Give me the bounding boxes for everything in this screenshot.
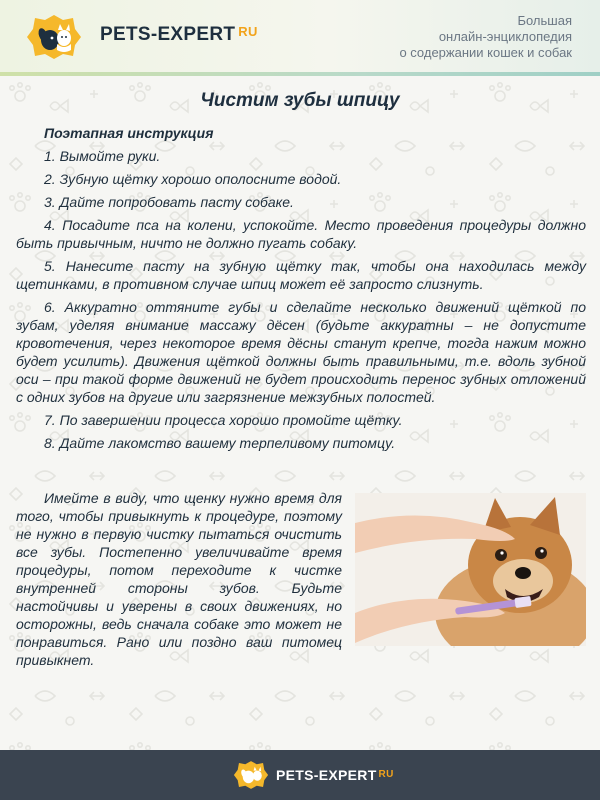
step-item: 6. Аккуратно оттяните губы и сделайте несколько движений щёткой по зубам, уделяя внимание массажу дёсен (будьте аккуратны – не допустите кровотечения, через некоторое время дёсны станут крепче, тогда нажим можно будет усилить). Движения щёткой должны быть правильными, т.е. вдоль зубной оси – при такой форме движений не будет происходить перенос зубных отложений с одних зубов на другие или загрязнение межзубных полостей.: [16, 299, 586, 405]
pets-expert-logo-icon[interactable]: [24, 12, 84, 62]
step-item: 3. Дайте попробовать пасту собаке.: [44, 194, 294, 210]
instruction-subheading: Поэтапная инструкция: [44, 125, 214, 141]
footer-brand-suffix: RU: [378, 769, 394, 780]
site-tagline: [399, 13, 572, 61]
footer-logo-icon[interactable]: [232, 759, 270, 791]
footer-brand-text: PETS-EXPERT: [276, 767, 377, 783]
step-item: 8. Дайте лакомство вашему терпеливому питомцу.: [44, 435, 396, 451]
step-item: 1. Вымойте руки.: [44, 148, 161, 164]
brand-text: PETS-EXPERT: [100, 24, 236, 45]
article-area: [0, 76, 600, 750]
step-item: 7. По завершении процесса хорошо промойте щётку.: [44, 412, 403, 428]
tagline-line: Большая: [517, 13, 572, 28]
site-footer: [0, 750, 600, 800]
article-body: [16, 124, 586, 457]
puppy-note: Имейте в виду, что щенку нужно время для того, чтобы привыкнуть к процедуре, поэтому не нужно в первую чистку пытаться очистить все зубы. Постепенно увеличивайте время процедуры, потом переходите к чистке внутренней стороны зубов. Будьте настойчивы и уверены в своих движениях, но осторожны, ведь сначала собаке это может не понравиться. Рано или поздно ваш питомец привыкнет.: [16, 490, 342, 668]
site-header: [0, 0, 600, 72]
step-item: 2. Зубную щётку хорошо ополосните водой.: [44, 171, 342, 187]
step-item: 5. Нанесите пасту на зубную щётку так, чтобы она находилась между щетинками, в противном случае шпиц может её запросто слизнуть.: [16, 258, 586, 292]
step-item: 4. Посадите пса на колени, успокойте. Место проведения процедуры должно быть привычным, ничто не должно пугать собаку.: [16, 217, 586, 251]
tagline-line: онлайн-энциклопедия: [438, 29, 572, 44]
footer-brand[interactable]: [276, 767, 394, 783]
article-title: Чистим зубы шпицу: [200, 90, 400, 111]
brand-name[interactable]: [100, 24, 258, 46]
brand-suffix: RU: [238, 24, 258, 39]
tagline-line: о содержании кошек и собак: [399, 45, 572, 60]
dog-toothbrush-photo: [355, 493, 586, 646]
